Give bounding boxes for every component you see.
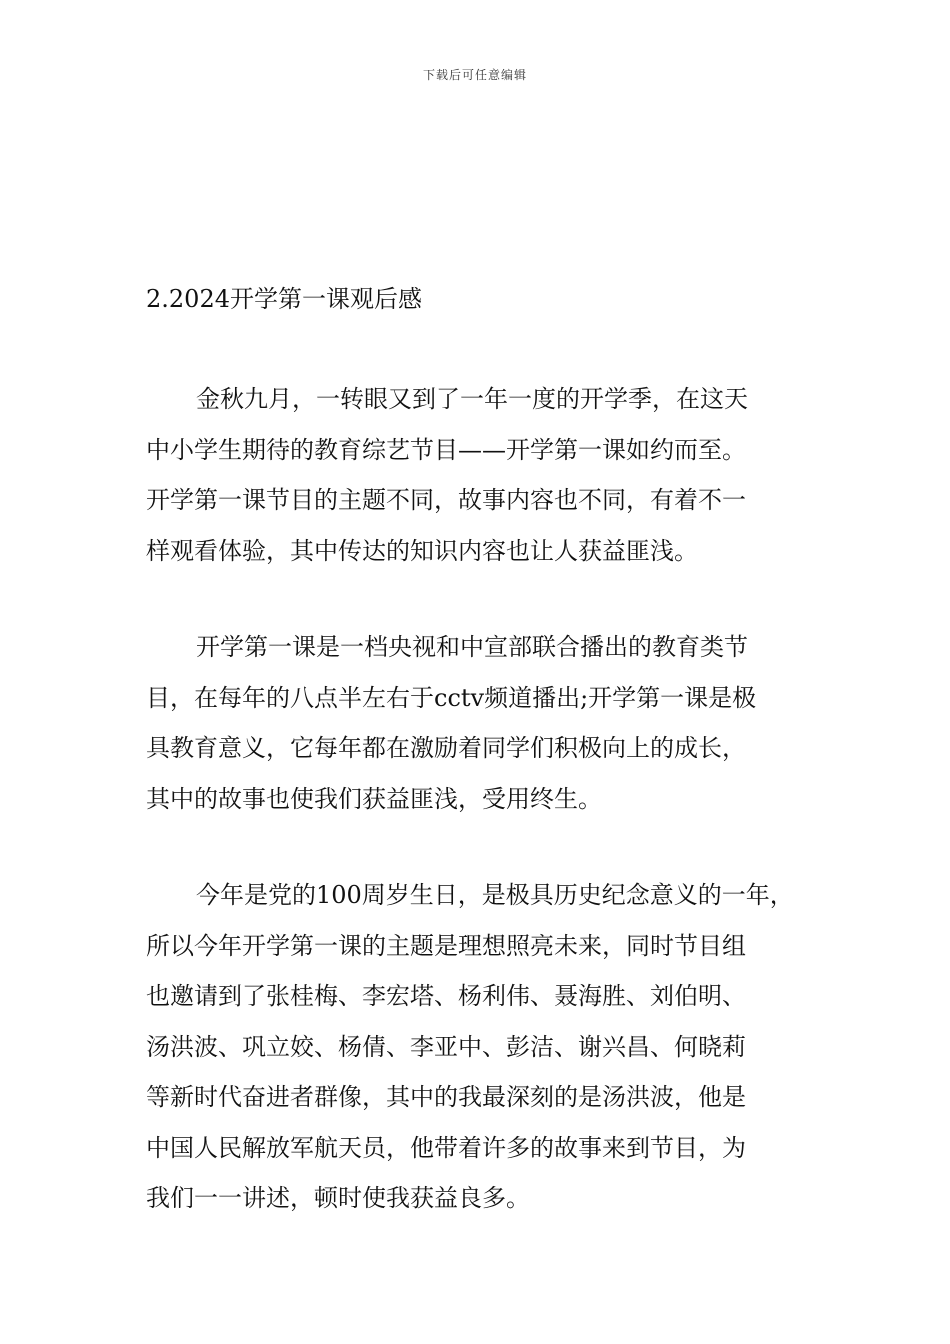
- paragraph-line: 金秋九月，一转眼又到了一年一度的开学季，在这天: [196, 385, 748, 413]
- document-title: 2.2024开学第一课观后感: [146, 285, 422, 313]
- paragraph-line: 等新时代奋进者群像，其中的我最深刻的是汤洪波，他是: [146, 1083, 746, 1111]
- paragraph-line: 也邀请到了张桂梅、李宏塔、杨利伟、聂海胜、刘伯明、: [146, 982, 746, 1010]
- paragraph-3: [146, 870, 826, 1224]
- paragraph-2: [146, 622, 826, 824]
- header-note: 下载后可任意编辑: [422, 68, 527, 82]
- paragraph-1: [146, 374, 826, 576]
- paragraph-line: 目，在每年的八点半左右于cctv频道播出;开学第一课是极: [146, 683, 757, 712]
- paragraph-line: 开学第一课是一档央视和中宣部联合播出的教育类节: [196, 633, 748, 661]
- paragraph-line: 中国人民解放军航天员，他带着许多的故事来到节目，为: [146, 1133, 746, 1162]
- paragraph-line: 具教育意义，它每年都在激励着同学们积极向上的成长，: [146, 734, 746, 762]
- paragraph-line: 所以今年开学第一课的主题是理想照亮未来，同时节目组: [146, 931, 746, 960]
- paragraph-line: 汤洪波、巩立姣、杨倩、李亚中、彭洁、谢兴昌、何晓莉: [146, 1032, 746, 1061]
- paragraph-line: 其中的故事也使我们获益匪浅，受用终生。: [146, 784, 602, 813]
- paragraph-line: 样观看体验，其中传达的知识内容也让人获益匪浅。: [146, 536, 698, 565]
- paragraph-line: 中小学生期待的教育综艺节目——开学第一课如约而至。: [146, 435, 746, 464]
- paragraph-line: 我们一一讲述，顿时使我获益良多。: [146, 1184, 530, 1212]
- paragraph-line: 今年是党的100周岁生日，是极具历史纪念意义的一年，: [196, 881, 794, 909]
- paragraph-line: 开学第一课节目的主题不同，故事内容也不同，有着不一: [146, 486, 746, 514]
